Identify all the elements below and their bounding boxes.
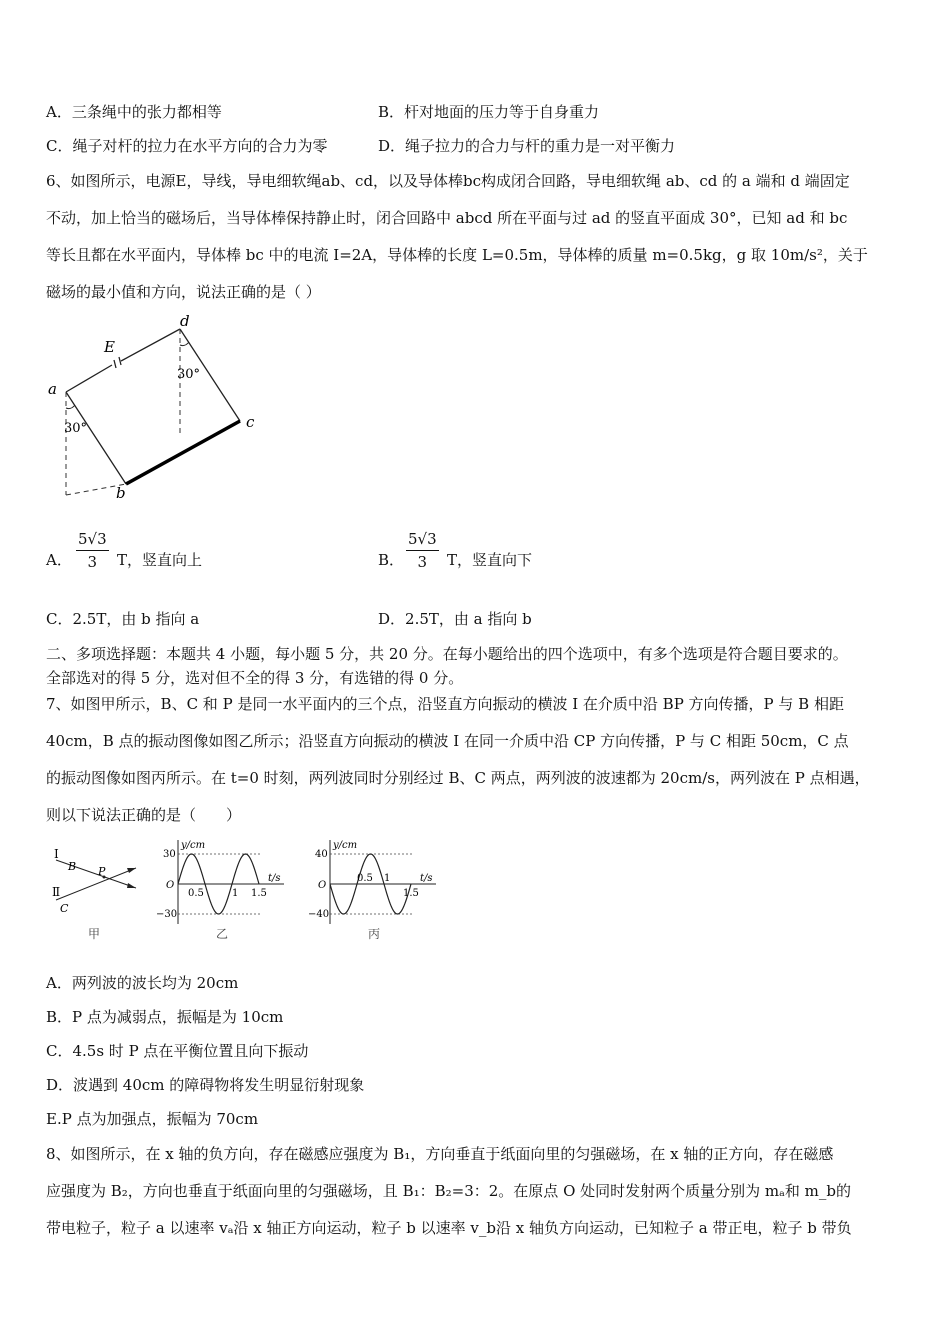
bing-ylabel: y/cm xyxy=(333,840,358,851)
bing-ymin: −40 xyxy=(308,909,330,920)
yi-tick-1-5: 1.5 xyxy=(251,888,267,899)
bing-tick-1: 1 xyxy=(384,873,391,884)
q7-line-2: 40cm，B 点的振动图像如图乙所示；沿竖直方向振动的横波 I 在同一介质中沿 CP 方向传播，P 与 C 相距 50cm，C 点 xyxy=(46,732,849,750)
yi-ymin: −30 xyxy=(156,909,178,920)
yi-ymax: 30 xyxy=(163,849,176,860)
jia-label-II: Ⅱ xyxy=(52,885,61,899)
q6-option-a-text: T，竖直向上 xyxy=(117,551,203,569)
bing-tick-0-5: 0.5 xyxy=(357,873,373,884)
q6-option-a-denominator: 3 xyxy=(87,553,98,571)
jia-label-C: C xyxy=(60,902,69,915)
q6-option-b-fraction xyxy=(406,530,439,571)
jia-label-I: I xyxy=(54,847,59,861)
yi-xlabel: t/s xyxy=(268,873,281,884)
fig-angle-a: 30° xyxy=(64,421,88,436)
q7-line-4: 则以下说法正确的是（ ） xyxy=(46,806,242,824)
q6-option-b-numerator: 5√3 xyxy=(406,530,439,551)
q6-option-b-denominator: 3 xyxy=(417,553,428,571)
q5-option-c: C．绳子对杆的拉力在水平方向的合力为零 xyxy=(46,137,328,155)
fig-label-e: E xyxy=(104,338,115,356)
q6-line-3: 等长且都在水平面内，导体棒 bc 中的电流 I=2A，导体棒的长度 L=0.5m，导体棒的质量 m=0.5kg，g 取 10m/s²，关于 xyxy=(46,246,868,264)
q7-option-a: A．两列波的波长均为 20cm xyxy=(46,974,239,992)
yi-tick-1: 1 xyxy=(232,888,239,899)
q7-figure-jia xyxy=(46,838,146,946)
q6-option-c: C．2.5T，由 b 指向 a xyxy=(46,610,200,628)
q7-option-d: D．波遇到 40cm 的障碍物将发生明显衍射现象 xyxy=(46,1076,365,1094)
section2-line-2: 全部选对的得 5 分，选对但不全的得 3 分，有选错的得 0 分。 xyxy=(46,669,464,687)
section2-line-1: 二、多项选择题：本题共 4 小题，每小题 5 分，共 20 分。在每小题给出的四个选项中，有多个选项是符合题目要求的。 xyxy=(46,645,848,663)
q6-line-4: 磁场的最小值和方向，说法正确的是（ ） xyxy=(46,283,321,301)
q6-line-2: 不动，加上恰当的磁场后，当导体棒保持静止时，闭合回路中 abcd 所在平面与过 ad 的竖直平面成 30°，已知 ad 和 bc xyxy=(46,209,848,227)
q5-option-a: A．三条绳中的张力都相等 xyxy=(46,103,222,121)
yi-tick-0-5: 0.5 xyxy=(188,888,204,899)
q6-option-a-label: A． xyxy=(46,551,72,569)
bing-xlabel: t/s xyxy=(420,873,433,884)
q6-option-a-fraction xyxy=(76,530,109,571)
fig-label-a: a xyxy=(48,380,57,398)
bing-origin: O xyxy=(318,880,327,891)
q6-line-1: 6、如图所示，电源E，导线，导电细软绳ab、cd，以及导体棒bc构成闭合回路，导电细软绳 ab、cd 的 a 端和 d 端固定 xyxy=(46,172,850,190)
fig-angle-d: 30° xyxy=(177,367,201,382)
fig-label-d: d xyxy=(180,312,190,330)
q8-line-2: 应强度为 B₂，方向也垂直于纸面向里的匀强磁场，且 B₁：B₂=3：2。在原点 O 处同时发射两个质量分别为 mₐ和 m_b的 xyxy=(46,1182,852,1200)
q7-option-b: B．P 点为减弱点，振幅是为 10cm xyxy=(46,1008,284,1026)
q6-option-b-label: B． xyxy=(378,551,405,569)
q8-line-1: 8、如图所示，在 x 轴的负方向，存在磁感应强度为 B₁，方向垂直于纸面向里的匀强磁场，在 x 轴的正方向，存在磁感 xyxy=(46,1145,834,1163)
yi-caption: 乙 xyxy=(216,927,229,941)
yi-ylabel: y/cm xyxy=(181,840,206,851)
q7-figure-yi-chart xyxy=(150,836,290,946)
jia-caption: 甲 xyxy=(88,927,101,941)
q5-option-d: D．绳子拉力的合力与杆的重力是一对平衡力 xyxy=(378,137,676,155)
q6-circuit-figure xyxy=(44,312,274,502)
bing-tick-1-5: 1.5 xyxy=(403,888,419,899)
bing-ymax: 40 xyxy=(315,849,328,860)
fig-label-b: b xyxy=(116,484,126,502)
yi-origin: O xyxy=(166,880,175,891)
q6-option-b-text: T，竖直向下 xyxy=(447,551,533,569)
q5-option-b: B．杆对地面的压力等于自身重力 xyxy=(378,103,600,121)
q6-option-d: D．2.5T，由 a 指向 b xyxy=(378,610,532,628)
q8-line-3: 带电粒子，粒子 a 以速率 vₐ沿 x 轴正方向运动，粒子 b 以速率 v_b沿 x 轴负方向运动，已知粒子 a 带正电，粒子 b 带负 xyxy=(46,1219,852,1237)
q7-line-1: 7、如图甲所示，B、C 和 P 是同一水平面内的三个点，沿竖直方向振动的横波 I 在介质中沿 BP 方向传播，P 与 B 相距 xyxy=(46,695,844,713)
jia-label-B: B xyxy=(68,860,77,873)
q7-line-3: 的振动图像如图丙所示。在 t=0 时刻，两列波同时分别经过 B、C 两点，两列波的波速都为 20cm/s，两列波在 P 点相遇， xyxy=(46,769,870,787)
jia-label-P: P xyxy=(98,865,106,878)
fig-label-c: c xyxy=(246,413,255,431)
q7-option-c: C．4.5s 时 P 点在平衡位置且向下振动 xyxy=(46,1042,309,1060)
q7-option-e: E.P 点为加强点，振幅为 70cm xyxy=(46,1110,259,1128)
q6-option-a-numerator: 5√3 xyxy=(76,530,109,551)
q7-figure-bing-chart xyxy=(302,836,442,946)
bing-caption: 丙 xyxy=(368,927,381,941)
